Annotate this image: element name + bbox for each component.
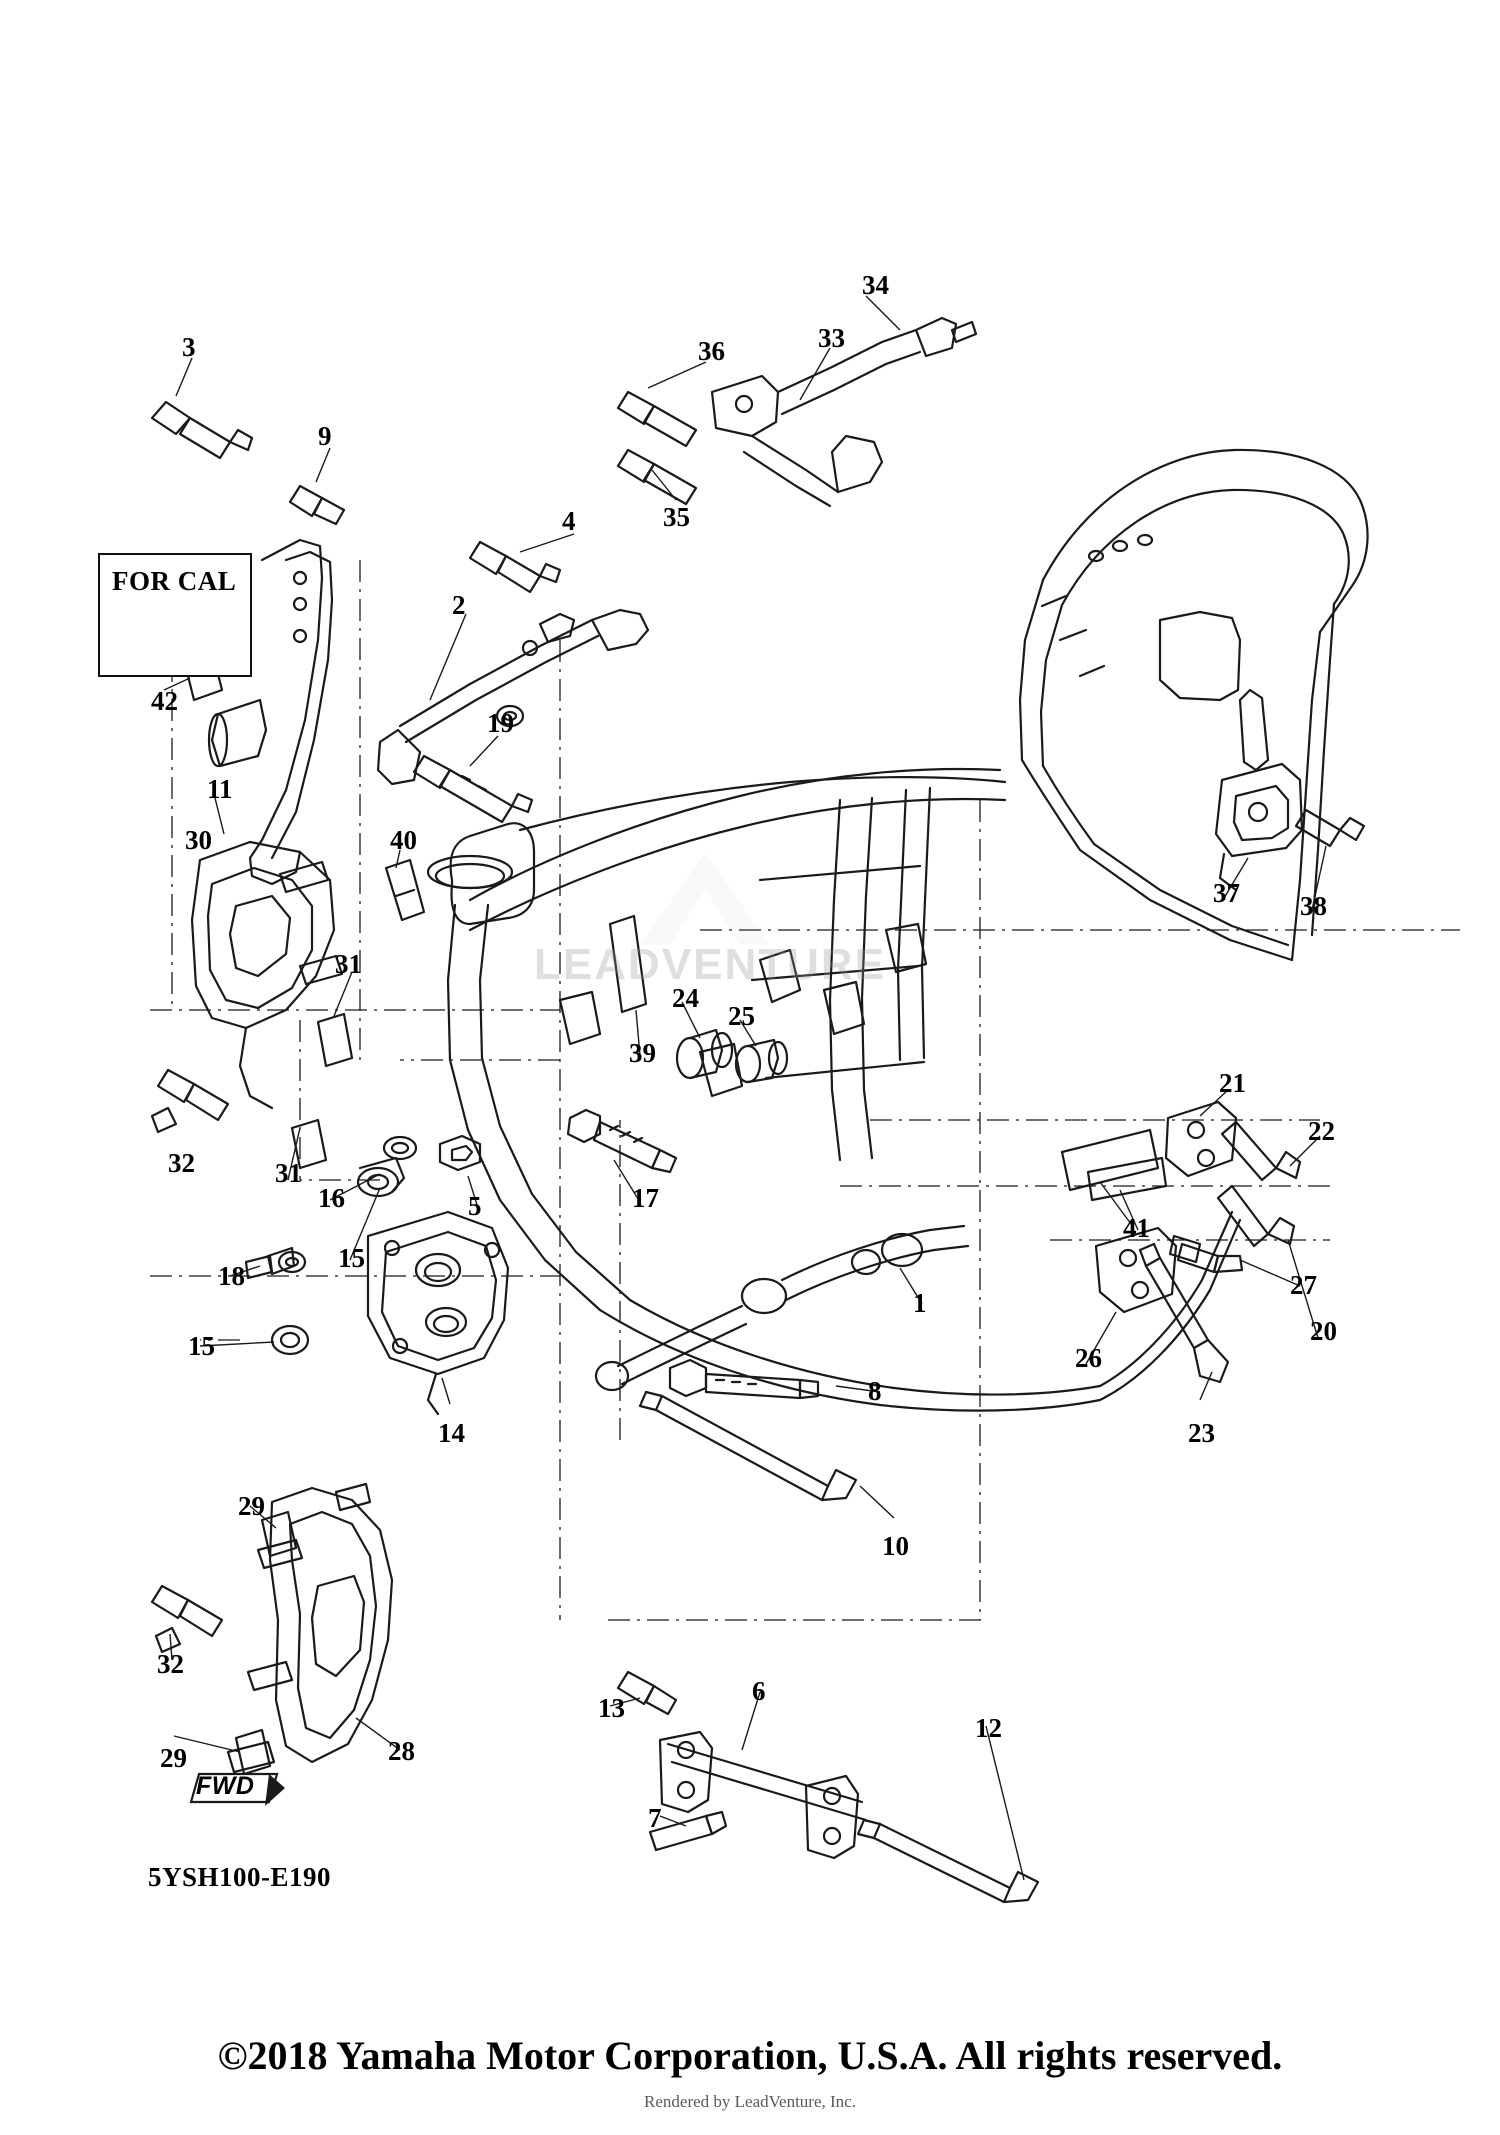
callout-41: 41 bbox=[1123, 1213, 1150, 1243]
callout-33: 33 bbox=[818, 323, 845, 353]
callout-23: 23 bbox=[1188, 1418, 1215, 1448]
callout-22: 22 bbox=[1308, 1116, 1335, 1146]
callout-29: 29 bbox=[238, 1491, 265, 1521]
callout-28: 28 bbox=[388, 1736, 415, 1766]
callout-42: 42 bbox=[151, 686, 178, 716]
callout-29b: 29 bbox=[160, 1743, 187, 1773]
callout-8: 8 bbox=[868, 1376, 882, 1406]
callout-16: 16 bbox=[318, 1183, 345, 1213]
callout-35: 35 bbox=[663, 502, 690, 532]
callout-27: 27 bbox=[1290, 1270, 1317, 1300]
callout-5: 5 bbox=[468, 1191, 482, 1221]
callout-31: 31 bbox=[335, 949, 362, 979]
callout-17: 17 bbox=[632, 1183, 659, 1213]
copyright-notice: ©2018 Yamaha Motor Corporation, U.S.A. All rights reserved. bbox=[217, 2033, 1283, 2078]
watermark-logo bbox=[620, 845, 790, 955]
callout-13: 13 bbox=[598, 1693, 625, 1723]
callout-20: 20 bbox=[1310, 1316, 1337, 1346]
callout-30: 30 bbox=[185, 825, 212, 855]
callout-37: 37 bbox=[1213, 878, 1240, 908]
callout-21: 21 bbox=[1219, 1068, 1246, 1098]
callout-7: 7 bbox=[648, 1803, 662, 1833]
callout-38: 38 bbox=[1300, 891, 1327, 921]
callout-11: 11 bbox=[207, 774, 233, 804]
callout-4: 4 bbox=[562, 506, 576, 536]
callout-18: 18 bbox=[218, 1261, 245, 1291]
callout-15: 15 bbox=[338, 1243, 365, 1273]
callout-15b: 15 bbox=[188, 1331, 215, 1361]
watermark-text: LEADVENTURE bbox=[533, 940, 887, 989]
callout-19: 19 bbox=[487, 708, 514, 738]
rendered-by-notice: Rendered by LeadVenture, Inc. bbox=[644, 2092, 856, 2111]
callout-36: 36 bbox=[698, 336, 725, 366]
fwd-label: FWD bbox=[196, 1772, 255, 1800]
callout-3: 3 bbox=[182, 332, 196, 362]
callout-25: 25 bbox=[728, 1001, 755, 1031]
callout-24: 24 bbox=[672, 983, 699, 1013]
callout-1: 1 bbox=[913, 1288, 927, 1318]
callout-14: 14 bbox=[438, 1418, 465, 1448]
callout-34: 34 bbox=[862, 270, 889, 300]
callout-6: 6 bbox=[752, 1676, 766, 1706]
callout-40: 40 bbox=[390, 825, 417, 855]
callout-31b: 31 bbox=[275, 1158, 302, 1188]
callout-10: 10 bbox=[882, 1531, 909, 1561]
callout-2: 2 bbox=[452, 590, 466, 620]
callout-9: 9 bbox=[318, 421, 332, 451]
callout-12: 12 bbox=[975, 1713, 1002, 1743]
callout-32: 32 bbox=[168, 1148, 195, 1178]
for-cal-label: FOR CAL bbox=[112, 566, 237, 596]
callout-32b: 32 bbox=[157, 1649, 184, 1679]
diagram-code: 5YSH100-E190 bbox=[148, 1862, 332, 1892]
callout-39: 39 bbox=[629, 1038, 656, 1068]
callout-26: 26 bbox=[1075, 1343, 1102, 1373]
